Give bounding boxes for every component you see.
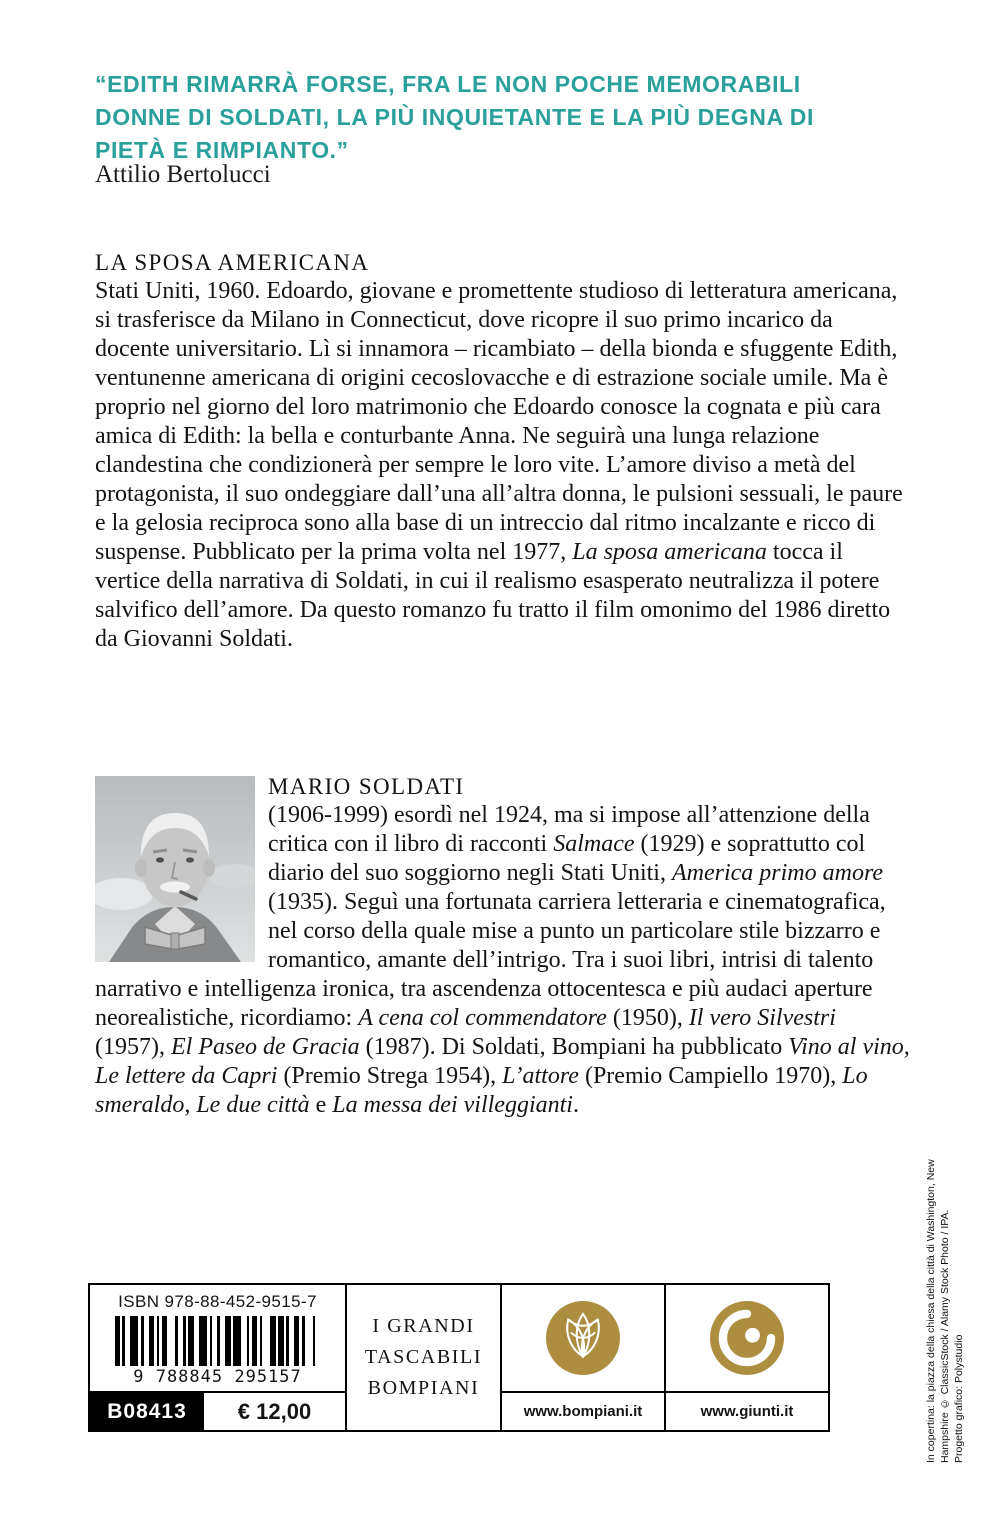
imprint-line: BOMPIANI xyxy=(367,1377,480,1399)
footer-strip xyxy=(88,1283,830,1432)
author-section xyxy=(95,772,910,1120)
ean-digits: 9 788845 295157 xyxy=(133,1367,302,1387)
author-name: MARIO SOLDATI xyxy=(268,774,465,799)
review-quote: “EDITH RIMARRÀ FORSE, FRA LE NON POCHE MEMORABILI DONNE DI SOLDATI, LA PIÙ INQUIETANTE E LA PIÙ DEGNA DI PIETÀ E RIMPIANTO.” xyxy=(95,71,815,163)
design-credit: Progetto grafico: Polystudio xyxy=(953,1334,965,1463)
book-title-heading: LA SPOSA AMERICANA xyxy=(95,250,370,275)
isbn-area xyxy=(90,1285,345,1391)
author-photo xyxy=(95,776,255,962)
price-row xyxy=(90,1391,345,1430)
price: € 12,00 xyxy=(237,1398,312,1424)
quote-attribution: Attilio Bertolucci xyxy=(95,161,271,188)
isbn-block xyxy=(90,1285,347,1430)
author-bio: (1906-1999) esordì nel 1924, ma si impose all’attenzione della critica con il libro di racconti Salmace (1929) e soprattutto col diario del suo soggiorno negli Stati Uniti, America primo amore (1935). Seguì una fortunata carriera letteraria e cinematografica, nel corso della quale mise a punto un particolare stile bizzarro e romantico, amante dell’intrigo. Tra i suoi libri, intrisi di talento narrativo e intelligenza ironica, tra ascendenza ottocentesca e più audaci aperture neorealistiche, ricordiamo: A cena col commendatore (1950), Il vero Silvestri (1957), El Paseo de Gracia (1987). Di Soldati, Bompiani ha pubblicato Vino al vino, Le lettere da Capri (Premio Strega 1954), L’attore (Premio Campiello 1970), Lo smeraldo, Le due città e La messa dei villeggianti. xyxy=(95,802,910,1118)
giunti-block xyxy=(666,1285,828,1430)
imprint-line: I GRANDI xyxy=(372,1315,475,1337)
cover-credit: In copertina: la piazza della chiesa della città di Washington, New Hampshire © ClassicStock / Alamy Stock Photo / IPA. xyxy=(925,1159,951,1463)
isbn-label: ISBN 978-88-452-9515-7 xyxy=(118,1292,317,1311)
imprint-line: TASCABILI xyxy=(364,1346,483,1368)
giunti-url: www.giunti.it xyxy=(666,1391,828,1430)
synopsis-text: Stati Uniti, 1960. Edoardo, giovane e promettente studioso di letteratura americana, si trasferisce da Milano in Connecticut, dove ricopre il suo primo incarico da docente universitario. Lì si innamora – ricambiato – della bionda e sfuggente Edith, ventunenne americana di origini cecoslovacche e di estrazione sociale umile. Ma è proprio nel giorno del loro matrimonio che Edoardo conosce la cognata e più cara amica di Edith: la bella e conturbante Anna. Ne seguirà una lunga relazione clandestina che condizionerà per sempre le loro vite. L’amore diviso a metà del protagonista, il suo ondeggiare dall’una all’altra donna, le pulsioni sessuali, le paure e la gelosia reciproca sono alla base di un intreccio dal ritmo incalzante e ricco di suspense. Pubblicato per la prima volta nel 1977, La sposa americana tocca il vertice della narrativa di Soldati, in cui il realismo esasperato neutralizza il potere salvifico dell’amore. Da questo romanzo fu tratto il film omonimo del 1986 diretto da Giovanni Soldati. xyxy=(95,278,903,652)
imprint-block xyxy=(347,1285,502,1430)
photo-credits xyxy=(924,1118,966,1463)
bompiani-block xyxy=(502,1285,666,1430)
author-portrait-illustration xyxy=(95,776,255,962)
giunti-logo-icon xyxy=(666,1285,828,1391)
bompiani-logo-icon xyxy=(502,1285,664,1391)
barcode xyxy=(115,1316,321,1366)
synopsis-section xyxy=(95,248,910,654)
bompiani-url: www.bompiani.it xyxy=(502,1391,664,1430)
edition-code: B08413 xyxy=(90,1393,204,1430)
